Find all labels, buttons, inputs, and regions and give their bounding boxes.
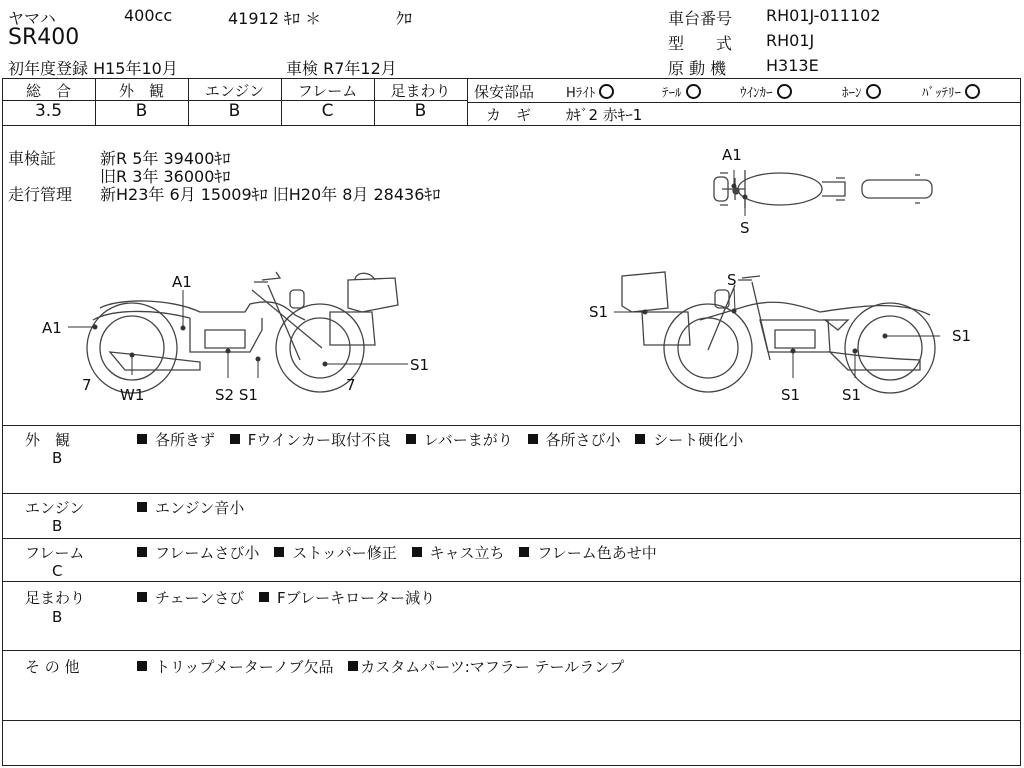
mileage-mgmt-value: 新H23年 6月 15009ｷﾛ 旧H20年 8月 28436ｷﾛ xyxy=(100,185,441,204)
ok-circle-icon xyxy=(777,84,792,99)
maker: ヤマハ xyxy=(8,9,56,28)
type-value: RH01J xyxy=(766,31,815,50)
diagram-label: S xyxy=(740,219,750,237)
mileage-mgmt-label: 走行管理 xyxy=(8,185,73,204)
remark-label-exterior: 外 観 xyxy=(25,431,71,449)
right-side-bike xyxy=(622,272,935,393)
mileage: 41912 ｷﾛ ＊ xyxy=(228,9,322,28)
color: ｸﾛ xyxy=(396,9,413,28)
grade-label-engine: エンジン xyxy=(204,82,265,100)
divider xyxy=(2,581,1021,582)
engine-value: H313E xyxy=(766,56,819,75)
damage-diagram xyxy=(0,130,1024,422)
safety-item-winker: ｳｲﾝｶｰ xyxy=(740,82,792,101)
displacement: 400cc xyxy=(124,6,173,25)
frame-no-value: RH01J-011102 xyxy=(766,6,881,25)
remark-grade-frame: C xyxy=(52,562,63,580)
safety-item-battery: ﾊﾞｯﾃﾘｰ xyxy=(922,82,980,101)
safety-item-tail: ﾃｰﾙ xyxy=(662,82,701,101)
ok-circle-icon xyxy=(599,84,614,99)
remark-items-suspension: チェーンさび Fブレーキローター減り xyxy=(137,587,435,608)
grade-label-overall: 総 合 xyxy=(25,82,71,100)
grade-label-suspension: 足まわり xyxy=(390,82,451,100)
remark-grade-engine: B xyxy=(52,517,63,535)
ok-circle-icon xyxy=(686,84,701,99)
grade-value-frame: C xyxy=(321,101,334,121)
safety-item-headlight: Hﾗｲﾄ xyxy=(566,82,614,101)
type-label: 型 式 xyxy=(668,34,733,53)
remark-label-frame: フレーム xyxy=(25,544,85,562)
diagram-label: A1 xyxy=(172,273,192,291)
first-registration: 初年度登録 H15年10月 xyxy=(8,59,178,78)
divider xyxy=(2,720,1021,721)
remark-grade-exterior: B xyxy=(52,449,63,467)
remark-items-exterior: 各所きず Fウインカー取付不良 レバーまがり 各所さび小 シート硬化小 xyxy=(137,429,743,450)
remark-items-other: トリップメーターノブ欠品 カスタムパーツ:マフラー テールランプ xyxy=(137,656,624,677)
divider xyxy=(467,102,1021,103)
diagram-label: S1 xyxy=(952,327,972,345)
grade-value-suspension: B xyxy=(414,101,427,121)
diagram-label: S1 xyxy=(781,386,801,404)
diagram-label: S2 S1 xyxy=(215,386,258,404)
divider xyxy=(2,538,1021,539)
diagram-label: S1 xyxy=(589,303,609,321)
diagram-label: A1 xyxy=(42,319,62,337)
left-side-bike xyxy=(87,272,398,393)
diagram-label: 7 xyxy=(346,376,356,394)
diagram-label: W1 xyxy=(120,386,145,404)
diagram-label: A1 xyxy=(722,146,742,164)
divider xyxy=(467,78,468,125)
engine-label: 原 動 機 xyxy=(668,59,727,78)
remark-label-engine: エンジン xyxy=(25,499,85,517)
grade-value-engine: B xyxy=(228,101,241,121)
inspection-new: 新R 5年 39400ｷﾛ xyxy=(100,149,231,168)
inspection-cert-label: 車検証 xyxy=(8,149,57,168)
safety-item-horn: ﾎｰﾝ xyxy=(842,82,881,101)
remark-items-frame: フレームさび小 ストッパー修正 キャス立ち フレーム色あせ中 xyxy=(137,542,657,563)
ok-circle-icon xyxy=(866,84,881,99)
remark-label-suspension: 足まわり xyxy=(25,589,86,607)
divider xyxy=(2,425,1021,426)
top-view-bike xyxy=(714,170,932,208)
inspection-old: 旧R 3年 36000ｷﾛ xyxy=(100,167,231,186)
divider xyxy=(2,125,1021,126)
safety-label: 保安部品 xyxy=(474,83,535,101)
model-name: SR400 xyxy=(8,25,80,50)
remark-grade-suspension: B xyxy=(52,608,63,626)
grade-label-frame: フレーム xyxy=(297,82,358,100)
divider xyxy=(2,493,1021,494)
grade-value-overall: 3.5 xyxy=(34,101,63,121)
key-value: ｶｷﾞ2 赤ｷｰ1 xyxy=(566,106,643,124)
diagram-label: 7 xyxy=(82,376,92,394)
diagram-label: S xyxy=(727,271,737,289)
remark-items-engine: エンジン音小 xyxy=(137,497,244,518)
diagram-label: S1 xyxy=(842,386,862,404)
key-label: カ ギ xyxy=(486,106,532,124)
grade-label-exterior: 外 観 xyxy=(118,82,164,100)
frame-no-label: 車台番号 xyxy=(668,9,733,28)
remark-label-other: そ の 他 xyxy=(25,658,80,676)
grade-value-exterior: B xyxy=(135,101,148,121)
ok-circle-icon xyxy=(965,84,980,99)
inspection-date: 車検 R7年12月 xyxy=(286,59,397,78)
divider xyxy=(2,650,1021,651)
diagram-label: S1 xyxy=(410,356,430,374)
